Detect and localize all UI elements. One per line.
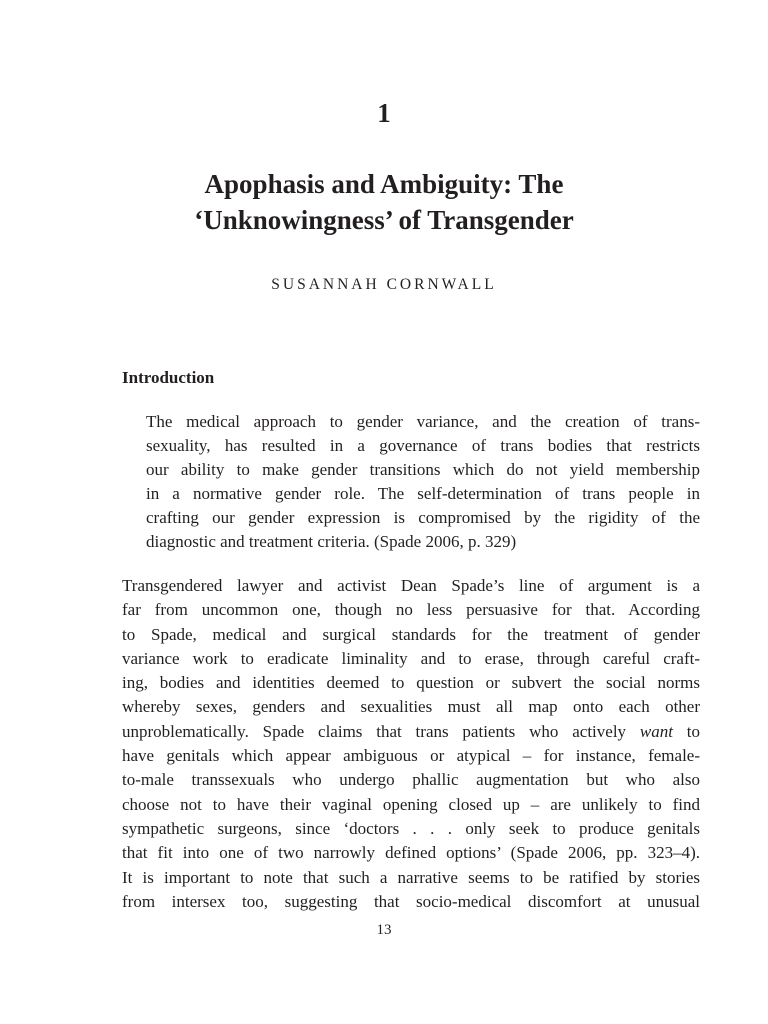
body-line: choose not to have their vaginal opening closed up – are unlikely to find [122,794,700,814]
quote-line: in a normative gender role. The self-determination of trans people in [146,484,700,503]
body-line: to Spade, medical and surgical standards for the treatment of gender [122,624,700,644]
author-name: SUSANNAH CORNWALL [271,276,497,293]
body-line: variance work to eradicate liminality and to erase, through careful craft- [122,648,700,668]
body-line: to-male transsexuals who undergo phallic augmentation but who also [122,770,700,790]
quote-line: diagnostic and treatment criteria. (Spade 2006, p. 329) [146,532,517,551]
emphasis: want [639,721,673,741]
quote-line: crafting our gender expression is compromised by the rigidity of the [146,508,700,527]
chapter-title [60,166,708,238]
body-line: unproblematically. Spade claims that trans patients who actively want to [122,721,700,741]
quote-line: The medical approach to gender variance, and the creation of trans- [146,412,700,431]
block-quote [146,410,700,554]
body-line: whereby sexes, genders and sexualities must all map onto each other [122,697,700,717]
quote-line: sexuality, has resulted in a governance of trans bodies that restricts [146,436,700,455]
quote-line: our ability to make gender transitions which do not yield membership [146,460,700,479]
body-line: that fit into one of two narrowly defined options’ (Spade 2006, pp. 323–4). [122,843,700,863]
body-paragraph [122,574,700,914]
body-line: far from uncommon one, though no less persuasive for that. According [122,600,700,620]
body-line: It is important to note that such a narrative seems to be ratified by stories [122,867,700,887]
body-line: ing, bodies and identities deemed to question or subvert the social norms [122,673,700,693]
body-line: Transgendered lawyer and activist Dean Spade’s line of argument is a [122,576,700,595]
chapter-title-line-2: ‘Unknowingness’ of Transgender [194,205,574,235]
chapter-title-line-1: Apophasis and Ambiguity: The [204,169,564,199]
body-line: from intersex too, suggesting that socio-medical discomfort at unusual [122,891,700,911]
body-line: sympathetic surgeons, since ‘doctors . . . only seek to produce genitals [122,818,700,838]
chapter-number: 1 [377,98,391,128]
body-line: have genitals which appear ambiguous or atypical – for instance, female- [122,746,700,766]
section-heading: Introduction [122,368,215,387]
page-number: 13 [376,922,392,938]
